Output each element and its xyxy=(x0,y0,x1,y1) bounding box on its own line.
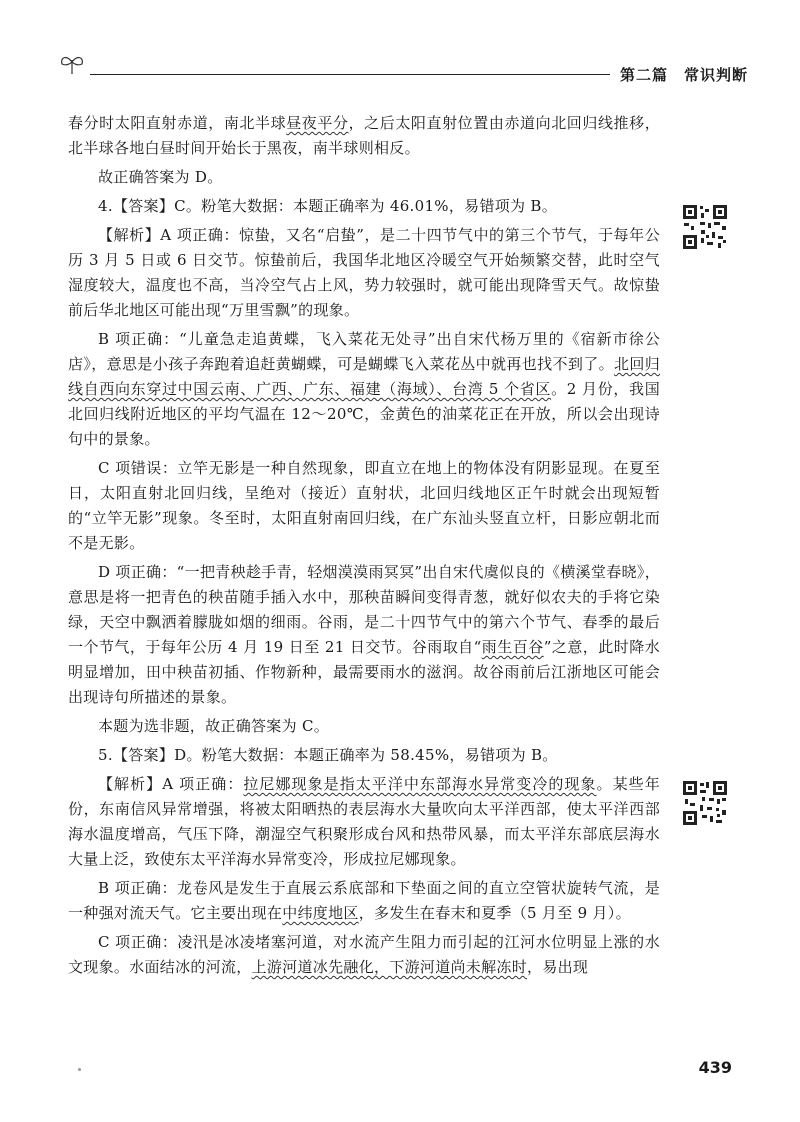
paragraph xyxy=(68,194,660,219)
paragraph xyxy=(68,560,660,710)
text-run: C 项正确：凌汛是冰凌堵塞河道，对水流产生阻力而引起的江河水位明显上涨的水文现象。水面结冰的河流， xyxy=(68,933,660,976)
text-run: 4.【答案】C。粉笔大数据：本题正确率为 46.01%，易错项为 B。 xyxy=(98,197,558,215)
qr-code-icon xyxy=(682,780,728,826)
paragraph xyxy=(68,456,660,556)
paragraph xyxy=(68,714,660,739)
text-run: 故正确答案为 D。 xyxy=(98,168,223,186)
text-run: 。2 月份，我国北回归线附近地区的平均气温在 12～20℃，金黄色的油菜花正在开放，所以会出现诗句中的景象。 xyxy=(68,380,661,448)
text-run: 。某些年份，东南信风异常增强，将被太阳晒热的表层海水大量吹向太平洋西部，使太平洋西部海水温度增高，气压下降，潮湿空气积聚形成台风和热带风暴，而太平洋东部底层海水大量上泛，致使东太平洋海水异常变冷，形成拉尼娜现象。 xyxy=(68,775,660,868)
wavy-underlined-text: 拉尼娜现象是指太平洋中东部海水异常变冷的现象 xyxy=(243,775,597,793)
text-run: 【解析】A 项正确：惊蛰，又名“启蛰”，是二十四节气中的第三个节气，于每年公历 3 月 5 日或 6 日交节。惊蛰前后，我国华北地区冷暖空气开始频繁交替，此时空气湿度较大，温度也不高，当冷空气占上风，势力较强时，就可能出现降雪天气。故惊蛰前后华北地区可能出现“万里雪飘”的现象。 xyxy=(68,226,660,319)
text-run: 【解析】A 项正确： xyxy=(98,775,244,793)
paragraph xyxy=(68,165,660,190)
paragraph xyxy=(68,876,660,926)
wavy-underlined-text: 中纬度地区 xyxy=(282,904,359,922)
paragraph xyxy=(68,930,660,980)
text-run: 春分时太阳直射赤道，南北半球 xyxy=(68,114,287,132)
sprout-icon xyxy=(58,50,86,76)
header-divider xyxy=(90,74,610,75)
wavy-underlined-text: 上游河道冰先融化，下游河道尚未解冻时 xyxy=(251,958,528,976)
scan-speck xyxy=(78,1068,81,1071)
section-title: 第二篇 常识判断 xyxy=(620,66,749,84)
page-number: 439 xyxy=(698,1058,732,1077)
qr-code-icon xyxy=(682,204,728,250)
text-run: D 项正确：“一把青秧趁手青，轻烟漠漠雨冥冥”出自宋代虞似良的《横溪堂春晓》，意思是将一把青色的秧苗随手插入水中，那秧苗瞬间变得青葱，就好似农夫的手将它染绿，天空中飘洒着朦胧如烟的细雨。谷雨，是二十四节气中的第六个节气、春季的最后一个节气，于每年公历 4 月 19 日至 21 日交节。谷雨取自“ xyxy=(68,563,660,656)
text-run: B 项正确：“儿童急走追黄蝶，飞入菜花无处寻”出自宋代杨万里的《宿新市徐公店》，意思是小孩子奔跑着追赶黄蝴蝶，可是蝴蝶飞入菜花丛中就再也找不到了。 xyxy=(68,330,660,373)
text-run: ，多发生在春末和夏季（5 月至 9 月）。 xyxy=(358,904,631,922)
wavy-underlined-text: 雨生百谷 xyxy=(481,638,544,656)
text-run: 本题为选非题，故正确答案为 C。 xyxy=(98,717,330,735)
page-header xyxy=(0,0,800,100)
text-run: ”之意，此时降水明显增加，田中秧苗初插、作物新种，最需要雨水的滋润。故谷雨前后江浙地区可能会出现诗句所描述的景象。 xyxy=(68,638,660,706)
text-run: B 项正确：龙卷风是发生于直展云系底部和下垫面之间的直立空管状旋转气流，是一种强对流天气。它主要出现在 xyxy=(68,879,660,922)
paragraph xyxy=(68,327,660,452)
text-run: C 项错误：立竿无影是一种自然现象，即直立在地上的物体没有阴影显现。在夏至日，太阳直射北回归线，呈绝对（接近）直射状，北回归线地区正午时就会出现短暂的“立竿无影”现象。冬至时，太阳直射南回归线，在广东汕头竖直立杆，日影应朝北而不是无影。 xyxy=(68,459,660,552)
paragraph xyxy=(68,223,660,323)
wavy-underlined-text: 昼夜平分 xyxy=(286,114,349,132)
paragraph xyxy=(68,111,660,161)
wavy-underlined-text: 北回归线自西向东穿过中国云南、广西、广东、福建（海域）、台湾 5 个省区 xyxy=(68,355,661,398)
paragraph xyxy=(68,772,660,872)
answer-explanation-text xyxy=(68,111,660,980)
paragraph xyxy=(68,743,660,768)
text-run: 5.【答案】D。粉笔大数据：本题正确率为 58.45%，易错项为 B。 xyxy=(98,746,558,764)
text-run: ，易出现 xyxy=(527,958,589,976)
text-run: ，之后太阳直射位置由赤道向北回归线推移，北半球各地白昼时间开始长于黑夜，南半球则相反。 xyxy=(68,114,661,157)
